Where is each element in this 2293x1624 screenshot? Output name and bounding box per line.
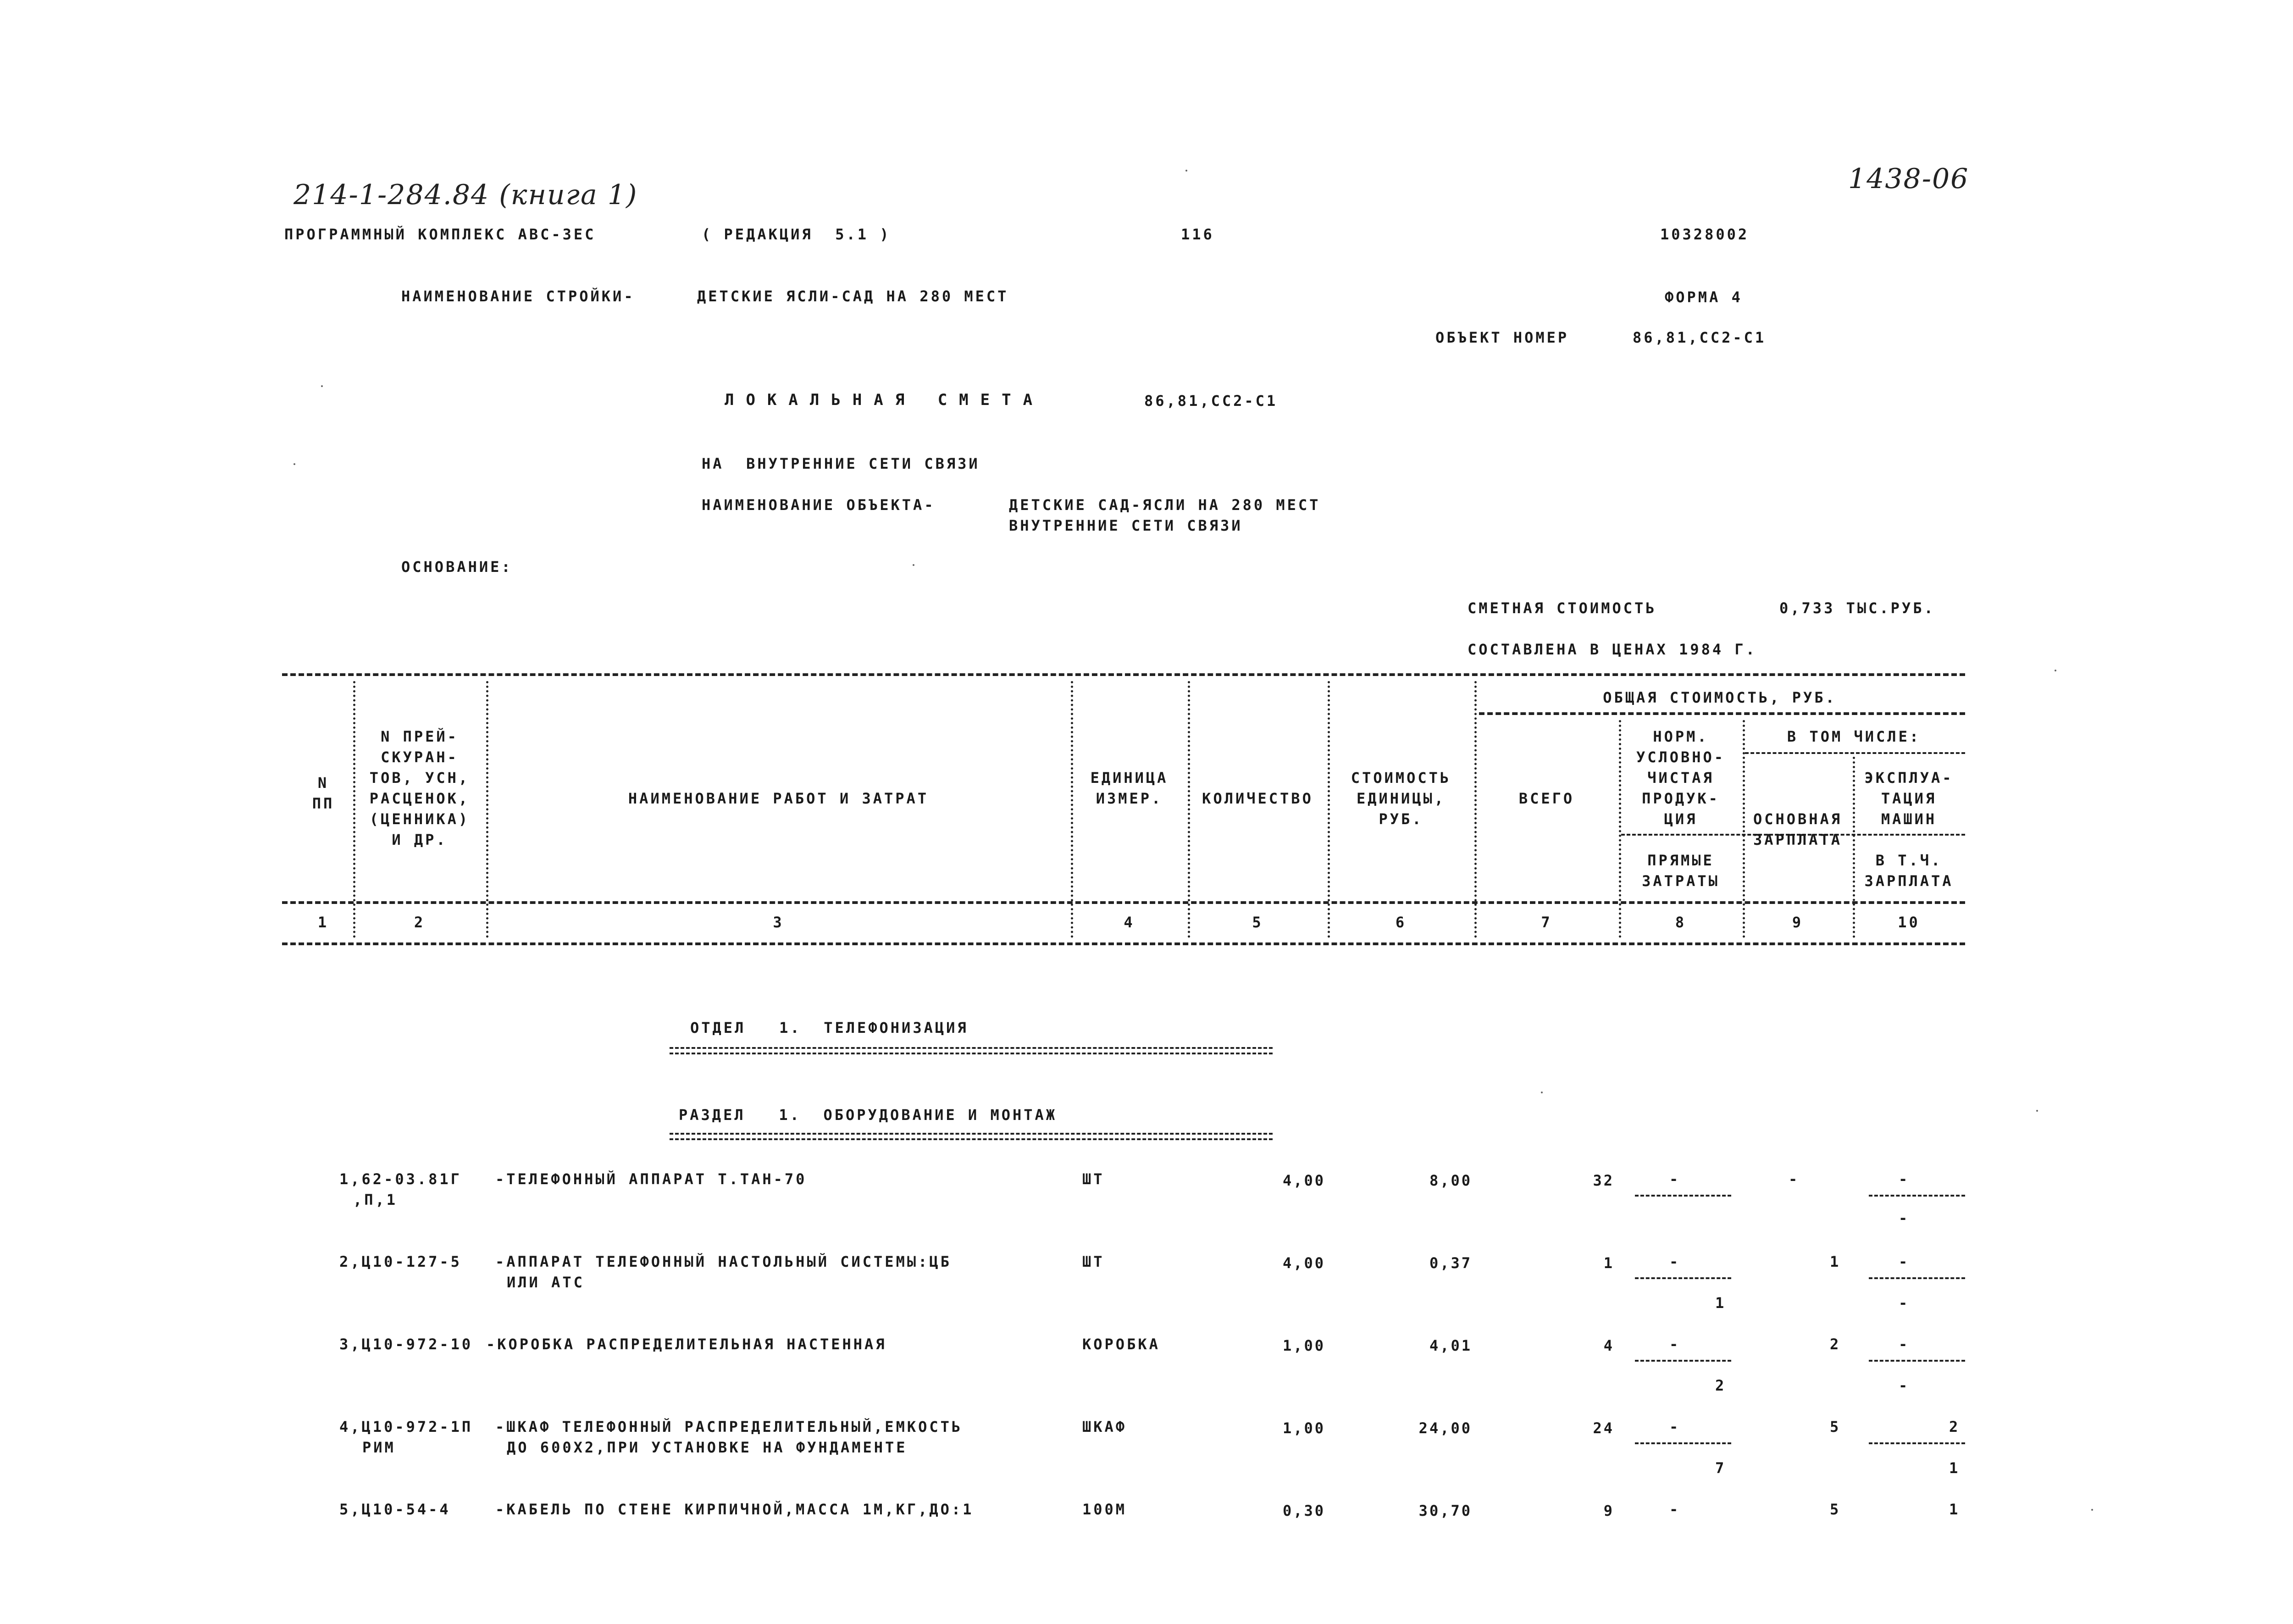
- object-name-label: НАИМЕНОВАНИЕ ОБЪЕКТА-: [702, 496, 936, 514]
- form-label: ФОРМА 4: [1665, 288, 1743, 306]
- row5-c8: -: [1669, 1501, 1681, 1518]
- row3-c9: 2: [1830, 1336, 1841, 1353]
- row1-c9: -: [1789, 1170, 1800, 1188]
- scan-speck: [2036, 1110, 2038, 1112]
- row2-unit: ШТ: [1082, 1253, 1105, 1270]
- row4-c8: -: [1669, 1418, 1681, 1436]
- row2-c8b: 1: [1715, 1294, 1727, 1312]
- col10-header-line1: ЭКСПЛУА-: [1864, 769, 1954, 787]
- handwritten-book-ref: 214-1-284.84 (книга 1): [294, 179, 638, 211]
- program-name: ПРОГРАММНЫЙ КОМПЛЕКС АВС-3ЕС: [284, 226, 596, 243]
- col2-header-line1: N ПРЕЙ-: [381, 728, 459, 745]
- scan-speck: [2091, 1509, 2093, 1511]
- col3-header: НАИМЕНОВАНИЕ РАБОТ И ЗАТРАТ: [628, 790, 929, 807]
- department-underline: [670, 1047, 1273, 1054]
- row1-total: 32: [1593, 1172, 1614, 1189]
- col-sep: [1328, 681, 1330, 938]
- prices-basis: СОСТАВЛЕНА В ЦЕНАХ 1984 Г.: [1468, 641, 1757, 658]
- document-title-code: 86,81,CC2-C1: [1144, 392, 1278, 410]
- col-number: 8: [1675, 914, 1687, 931]
- col-number: 6: [1395, 914, 1407, 931]
- row4-c10b: 1: [1949, 1459, 1961, 1477]
- total-cost-group-header: ОБЩАЯ СТОИМОСТЬ, РУБ.: [1603, 689, 1837, 706]
- col8-header-line5: ЦИЯ: [1664, 810, 1698, 828]
- row1-name: -ТЕЛЕФОННЫЙ АППАРАТ Т.ТАН-70: [495, 1170, 807, 1188]
- col7-header: ВСЕГО: [1518, 790, 1575, 807]
- col10-header-line3: МАШИН: [1881, 810, 1937, 828]
- row1-c8-rule: [1635, 1195, 1731, 1197]
- row1-c10b: -: [1899, 1209, 1910, 1227]
- row2-total: 1: [1603, 1254, 1614, 1272]
- row3-c8b: 2: [1715, 1377, 1727, 1394]
- row3-total: 4: [1603, 1337, 1614, 1354]
- col8-header-line1: НОРМ.: [1653, 728, 1709, 745]
- row3-price: 4,01: [1429, 1337, 1472, 1354]
- row3-c8-rule: [1635, 1360, 1731, 1362]
- object-name-line1: ДЕТСКИЕ САД-ЯСЛИ НА 280 МЕСТ: [1009, 496, 1321, 514]
- col1-header-line2: ПП: [312, 795, 335, 812]
- col10b-header-line2: ЗАРПЛАТА: [1864, 872, 1954, 890]
- row4-qty: 1,00: [1282, 1419, 1325, 1437]
- scan-speck: [2055, 670, 2056, 671]
- including-header: В ТОМ ЧИСЛЕ:: [1787, 728, 1921, 745]
- col-number: 2: [414, 914, 426, 931]
- row5-price: 30,70: [1418, 1502, 1472, 1519]
- col-number: 7: [1541, 914, 1552, 931]
- row2-c8-rule: [1635, 1277, 1731, 1279]
- page-number: 116: [1181, 226, 1214, 243]
- row4-price: 24,00: [1418, 1419, 1472, 1437]
- row5-c10: 1: [1949, 1501, 1961, 1518]
- row1-c10-rule: [1869, 1195, 1965, 1197]
- edition: ( РЕДАКЦИЯ 5.1 ): [702, 226, 891, 243]
- row4-name: -ШКАФ ТЕЛЕФОННЫЙ РАСПРЕДЕЛИТЕЛЬНЫЙ,ЕМКОСТЬ: [495, 1418, 963, 1436]
- col4-header-line2: ИЗМЕР.: [1096, 790, 1163, 807]
- row3-c10b: -: [1899, 1377, 1910, 1394]
- row5-code: 5,Ц10-54-4: [339, 1501, 451, 1518]
- row5-name: -КАБЕЛЬ ПО СТЕНЕ КИРПИЧНОЙ,МАССА 1М,КГ,ДО:1: [495, 1501, 974, 1518]
- row1-c8: -: [1669, 1170, 1681, 1188]
- col-sep: [353, 681, 355, 938]
- row4-name-cont: ДО 600Х2,ПРИ УСТАНОВКЕ НА ФУНДАМЕНТЕ: [507, 1439, 908, 1456]
- construction-label: НАИМЕНОВАНИЕ СТРОЙКИ-: [401, 288, 635, 305]
- row1-c10: -: [1899, 1170, 1910, 1188]
- row2-code: 2,Ц10-127-5: [339, 1253, 462, 1270]
- row4-c9: 5: [1830, 1418, 1841, 1436]
- estimated-cost-value: 0,733 ТЫС.РУБ.: [1779, 599, 1935, 617]
- group-rule: [1479, 712, 1965, 715]
- col6-header-line1: СТОИМОСТЬ: [1351, 769, 1451, 787]
- col-sep: [486, 681, 488, 938]
- col-sep: [1474, 681, 1477, 938]
- estimated-cost-label: СМЕТНАЯ СТОИМОСТЬ: [1468, 599, 1657, 617]
- col-sep: [1071, 681, 1073, 938]
- department-heading: ОТДЕЛ 1. ТЕЛЕФОНИЗАЦИЯ: [690, 1019, 969, 1036]
- col8b-header-line2: ЗАТРАТЫ: [1642, 872, 1720, 890]
- row4-unit: ШКАФ: [1082, 1418, 1127, 1436]
- col8-header-line3: ЧИСТАЯ: [1647, 769, 1714, 787]
- row3-qty: 1,00: [1282, 1337, 1325, 1354]
- row5-qty: 0,30: [1282, 1502, 1325, 1519]
- row1-price: 8,00: [1429, 1172, 1472, 1189]
- col9-header-line1: ОСНОВНАЯ: [1753, 810, 1843, 828]
- row3-code: 3,Ц10-972-10: [339, 1336, 473, 1353]
- col-number: 10: [1898, 914, 1920, 931]
- row1-qty: 4,00: [1282, 1172, 1325, 1189]
- row1-code-cont: ,П,1: [353, 1191, 398, 1208]
- row1-code: 1,62-03.81Г: [339, 1170, 462, 1188]
- object-number-label: ОБЪЕКТ НОМЕР: [1435, 329, 1569, 346]
- col10b-header-line1: В Т.Ч.: [1875, 852, 1943, 869]
- row1-unit: ШТ: [1082, 1170, 1105, 1188]
- scan-speck: [321, 385, 323, 387]
- scan-speck: [1541, 1092, 1543, 1093]
- row2-c9: 1: [1830, 1253, 1841, 1270]
- including-rule: [1745, 752, 1965, 754]
- col8-header-line2: УСЛОВНО-: [1636, 748, 1726, 766]
- col2-header-line5: (ЦЕННИКА): [369, 810, 470, 828]
- object-name-line2: ВНУТРЕННИЕ СЕТИ СВЯЗИ: [1009, 517, 1243, 534]
- col2-header-line3: ТОВ, УСН,: [369, 769, 470, 787]
- subtitle: НА ВНУТРЕННИЕ СЕТИ СВЯЗИ: [702, 455, 980, 472]
- row3-unit: КОРОБКА: [1082, 1336, 1160, 1353]
- object-number-value: 86,81,CC2-C1: [1633, 329, 1767, 346]
- basis-label: ОСНОВАНИЕ:: [401, 558, 513, 576]
- row4-code: 4,Ц10-972-1П: [339, 1418, 473, 1436]
- row2-c10-rule: [1869, 1277, 1965, 1279]
- row2-c8: -: [1669, 1253, 1681, 1270]
- col6-header-line2: ЕДИНИЦЫ,: [1356, 790, 1446, 807]
- col-number: 4: [1124, 914, 1135, 931]
- row4-c10: 2: [1949, 1418, 1961, 1436]
- scan-speck: [913, 564, 914, 566]
- col2-header-line6: И ДР.: [392, 831, 448, 848]
- col4-header-line1: ЕДИНИЦА: [1090, 769, 1169, 787]
- col5-header: КОЛИЧЕСТВО: [1202, 790, 1313, 807]
- col-number: 9: [1792, 914, 1804, 931]
- col-sep: [1188, 681, 1190, 938]
- col2-header-line4: РАСЦЕНОК,: [369, 790, 470, 807]
- row3-c10-rule: [1869, 1360, 1965, 1362]
- table-top-rule: [282, 673, 1965, 676]
- scan-speck: [1185, 170, 1187, 172]
- construction-value: ДЕТСКИЕ ЯСЛИ-САД НА 280 МЕСТ: [697, 288, 1009, 305]
- row2-name-cont: ИЛИ АТС: [507, 1274, 585, 1291]
- row5-unit: 100М: [1082, 1501, 1127, 1518]
- col-number: 5: [1252, 914, 1263, 931]
- col6-header-line3: РУБ.: [1379, 810, 1423, 828]
- handwritten-number: 1438-06: [1848, 163, 1969, 195]
- number-row-rule: [282, 942, 1965, 945]
- row2-name: -АППАРАТ ТЕЛЕФОННЫЙ НАСТОЛЬНЫЙ СИСТЕМЫ:ЦБ: [495, 1253, 952, 1270]
- col8-header-line4: ПРОДУК-: [1642, 790, 1720, 807]
- document-code: 10328002: [1660, 226, 1750, 243]
- part-underline: [670, 1133, 1273, 1140]
- row3-c8: -: [1669, 1336, 1681, 1353]
- row2-price: 0,37: [1429, 1254, 1472, 1272]
- row4-code-cont: РИМ: [362, 1439, 396, 1456]
- col8b-header-line1: ПРЯМЫЕ: [1647, 852, 1714, 869]
- scan-speck: [294, 463, 295, 465]
- col-number: 3: [773, 914, 784, 931]
- row2-c10: -: [1899, 1253, 1910, 1270]
- row4-c8b: 7: [1715, 1459, 1727, 1477]
- col-number: 1: [317, 914, 329, 931]
- row4-c8-rule: [1635, 1442, 1731, 1444]
- row3-c10: -: [1899, 1336, 1910, 1353]
- row4-total: 24: [1593, 1419, 1614, 1437]
- col2-header-line2: СКУРАН-: [381, 748, 459, 766]
- col10-header-line2: ТАЦИЯ: [1881, 790, 1937, 807]
- row5-total: 9: [1603, 1502, 1614, 1519]
- part-heading: РАЗДЕЛ 1. ОБОРУДОВАНИЕ И МОНТАЖ: [679, 1106, 1058, 1124]
- row2-qty: 4,00: [1282, 1254, 1325, 1272]
- col1-header-line1: N: [317, 774, 329, 792]
- row5-c9: 5: [1830, 1501, 1841, 1518]
- header-bottom-rule: [282, 901, 1965, 904]
- row4-c10-rule: [1869, 1442, 1965, 1444]
- row2-c10b: -: [1899, 1294, 1910, 1312]
- document-title: ЛОКАЛЬНАЯ СМЕТА: [725, 391, 1045, 409]
- col9-header-line2: ЗАРПЛАТА: [1753, 831, 1843, 848]
- row3-name: -КОРОБКА РАСПРЕДЕЛИТЕЛЬНАЯ НАСТЕННАЯ: [486, 1336, 887, 1353]
